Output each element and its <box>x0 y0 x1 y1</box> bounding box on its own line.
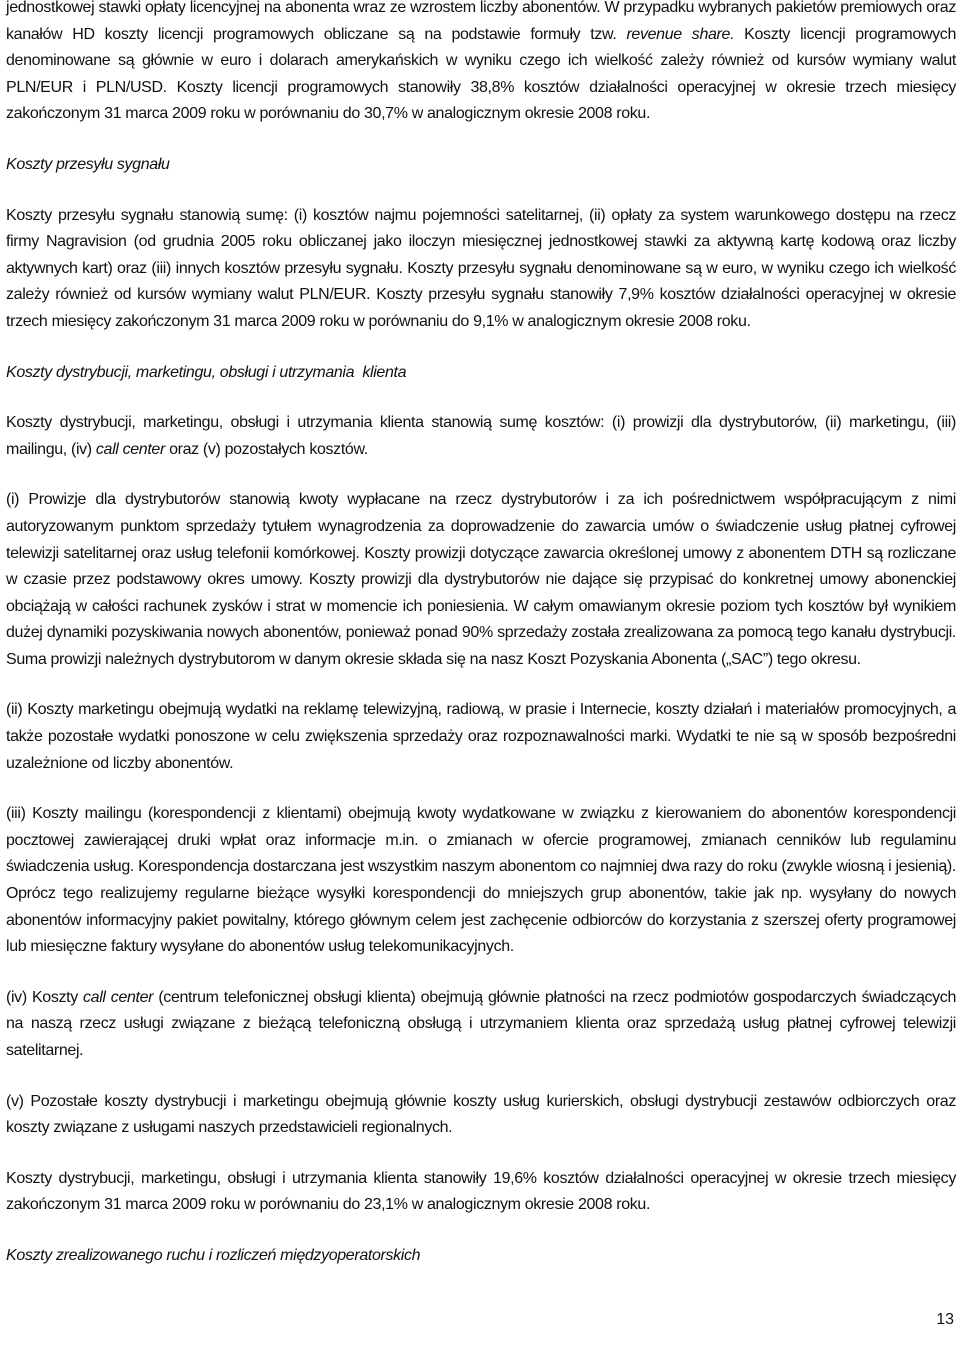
paragraph-distribution-summary: Koszty dystrybucji, marketingu, obsługi i utrzymania klienta stanowiły 19,6% kosztów działalności operacyjnej w okresie trzech miesięcy zakończonym 31 marca 2009 roku w porównaniu do 23,1% w analogicznym okresie 2008 roku. <box>6 1169 956 1214</box>
paragraph-text: jednostkowej stawki opłaty licencyjnej na abonenta wraz ze wzrostem liczby abonentów. W przypadku wybranych pakietów premiowych oraz kanałów HD koszty licencji programowych obliczane są na podstawie formuły tzw. <box>6 0 956 43</box>
paragraph-transmission-costs: Koszty przesyłu sygnału stanowią sumę: (i) kosztów najmu pojemności satelitarnej, (ii) opłaty za system warunkowego dostępu na rzecz firmy Nagravision (od grudnia 2005 roku obliczanej jako iloczyn miesięcznej jednostkowej stawki za aktywną kartę kodową oraz liczby aktywnych kart) oraz (iii) innych kosztów przesyłu sygnału. Koszty przesyłu sygnału denominowane są w euro, w wyniku czego ich wielkość zależy również od kursów wymiany walut PLN/EUR. Koszty przesyłu sygnału stanowiły 7,9% kosztów działalności operacyjnej w okresie trzech miesięcy zakończonym 31 marca 2009 roku w porównaniu do 9,1% w analogicznym okresie 2008 roku. <box>6 206 956 330</box>
document-page <box>6 0 956 1294</box>
page-number: 13 <box>936 1311 954 1328</box>
section-heading-distribution: Koszty dystrybucji, marketingu, obsługi i utrzymania klienta <box>6 363 407 381</box>
paragraph-commissions: (i) Prowizje dla dystrybutorów stanowią kwoty wypłacane na rzecz dystrybutorów i za ich pośrednictwem współpracującym z nimi autoryzowanym punktom sprzedaży tytułem wynagrodzenia za doprowadzenie do zawarcia umów o świadczenie usług płatnej cyfrowej telewizji satelitarnej oraz usług telefonii komórkowej. Koszty prowizji dotyczące zawarcia określonej umowy z abonentem DTH są rozliczane w czasie przez podstawowy okres umowy. Koszty prowizji dla dystrybutorów nie dające się przypisać do konkretnej umowy abonenckiej obciążają w całości rachunek zysków i strat w momencie ich poniesienia. W całym omawianym okresie poziom tych kosztów był wynikiem dużej dynamiki pozyskiwania nowych abonentów, ponieważ ponad 90% sprzedaży została zrealizowana za pomocą tego kanału dystrybucji. Suma prowizji należnych dystrybutorom w danym okresie składa się na nasz Koszt Pozyskania Abonenta („SAC”) tego okresu. <box>6 491 956 668</box>
italic-term-call-center: call center <box>83 988 154 1006</box>
italic-term-call-center: call center <box>95 440 165 458</box>
paragraph-other-costs: (v) Pozostałe koszty dystrybucji i marketingu obejmują głównie koszty usług kurierskich, obsługi dystrybucji zestawów odbiorczych oraz koszty związane z usługami naszych przedstawicieli regionalnych. <box>6 1092 956 1137</box>
paragraph-text: (iv) Koszty <box>6 988 84 1006</box>
section-heading-transmission: Koszty przesyłu sygnału <box>6 155 170 173</box>
italic-term-revenue-share: revenue share. <box>626 25 735 43</box>
paragraph-call-center <box>6 985 956 1065</box>
paragraph-distribution-costs <box>6 410 956 463</box>
paragraph-license-costs <box>6 0 956 128</box>
paragraph-mailing: (iii) Koszty mailingu (korespondencji z klientami) obejmują kwoty wydatkowane w związku z kierowaniem do abonentów korespondencji pocztowej zawierającej druki wpłat oraz informacje m.in. o zmianach w ofercie programowej, zmianach cenników lub regulaminu świadczenia usług. Korespondencja dostarczana jest wszystkim naszym abonentom co najmniej dwa razy do roku (zwykle wiosną i jesienią). Oprócz tego realizujemy regularne bieżące wysyłki korespondencji do mniejszych grup abonentów, takie jak np. wysyłany do nowych abonentów informacyjny pakiet powitalny, którego głównym celem jest zachęcenie odbiorców do korzystania z szerszej oferty programowej lub miesięczne faktury wysyłane do abonentów usług telekomunikacyjnych. <box>6 805 957 956</box>
paragraph-text: oraz (v) pozostałych kosztów. <box>164 440 368 458</box>
paragraph-marketing: (ii) Koszty marketingu obejmują wydatki na reklamę telewizyjną, radiową, w prasie i Internecie, koszty działań i materiałów promocyjnych, a także pozostałe wydatki ponoszone w celu zwiększenia sprzedaży oraz rozpoznawalności marki. Wydatki te nie są w sposób bezpośredni uzależnione od liczby abonentów. <box>6 701 956 772</box>
paragraph-text: (centrum telefonicznej obsługi klienta) obejmują głównie płatności na rzecz podmiotów gospodarczych świadczących na naszą rzecz usługi związane z bieżącą telefoniczną obsługą i utrzymaniem klienta oraz sprzedażą usług płatnej cyfrowej telewizji satelitarnej. <box>6 988 957 1059</box>
section-heading-interconnect: Koszty zrealizowanego ruchu i rozliczeń międzyoperatorskich <box>6 1246 421 1264</box>
paragraph-text: Koszty dystrybucji, marketingu, obsługi i utrzymania klienta stanowią sumę kosztów: (i) prowizji dla dystrybutorów, (ii) marketingu, (iii) mailingu, (iv) <box>6 414 956 458</box>
paragraph-text: Koszty licencji programowych denominowane są głównie w euro i dolarach amerykańskich w wyniku czego ich wielkość zależy również od kursów wymiany walut PLN/EUR i PLN/USD. Koszty licencji programowych stanowiły 38,8% kosztów działalności operacyjnej w okresie trzech miesięcy zakończonym 31 marca 2009 roku w porównaniu do 30,7% w analogicznym okresie 2008 roku. <box>6 25 956 123</box>
